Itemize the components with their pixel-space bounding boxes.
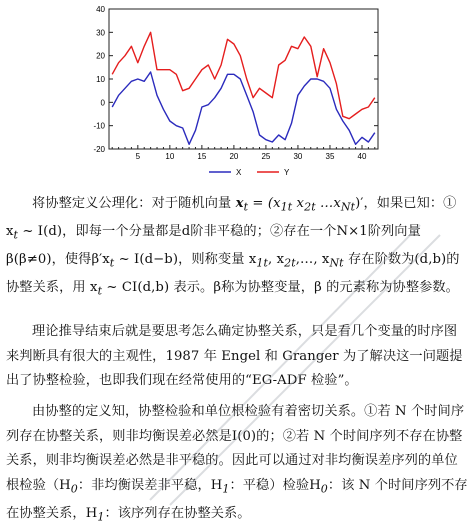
sub-1t: 1t bbox=[256, 256, 268, 270]
x-tick-label: 20 bbox=[229, 152, 239, 161]
p2-text: 理论推导结束后就是要思考怎么确定协整关系，只是看几个变量的时序图来判断具有很大的主观性，1987 年 Engel 和 Granger 为了解决这一问题提出了协整检验，也即我们现在经常使用的“EG-ADF 检验”。 bbox=[6, 324, 463, 388]
p3-text-e: ：该序列存在协整关系。 bbox=[104, 505, 251, 521]
p3-text-a: 由协整的定义知，协整检验和单位根检验有着密切关系。①若 N 个时间序列存在协整关系，则非均衡误差必然是I(0)的；②若 N 个时间序列不存在协整关系，则非均衡误差必然是非平稳的。因此可以通过对非均衡误差序列的单位根检验（H bbox=[6, 404, 465, 493]
sub-nt: Nt bbox=[329, 256, 344, 270]
y-tick-label: 0 bbox=[100, 98, 105, 108]
x-tick-label: 5 bbox=[135, 152, 141, 161]
y-tick-label: 40 bbox=[96, 5, 105, 14]
plot-area bbox=[109, 9, 378, 149]
p1-text-c: )′，如果已知：① x bbox=[6, 196, 457, 240]
y-tick-label: 30 bbox=[96, 28, 105, 38]
x-tick-label: 30 bbox=[293, 152, 303, 161]
y-tick-label: 10 bbox=[96, 75, 105, 84]
paragraph-unit-root-relation bbox=[6, 400, 468, 530]
ellipsis-x: ,…, x bbox=[295, 252, 330, 268]
paragraph-cointegration-definition bbox=[6, 192, 468, 305]
legend bbox=[209, 168, 290, 177]
sub-0: 0 bbox=[70, 482, 78, 496]
y-tick-label: -20 bbox=[93, 145, 105, 154]
p3-text-c: ：平稳）检验H bbox=[229, 477, 321, 493]
y-tick-label: 20 bbox=[96, 51, 105, 61]
comma: , x bbox=[268, 252, 285, 268]
sub-t: t bbox=[13, 228, 19, 242]
vector-x: $x_t$ bbox=[235, 196, 249, 214]
line-chart bbox=[0, 0, 474, 190]
p1-text-a: 将协整定义公理化：对于随机向量 bbox=[32, 196, 236, 211]
sub-0: 0 bbox=[320, 482, 328, 496]
legend-label-y: Y bbox=[284, 168, 290, 177]
legend-label-x: X bbox=[236, 168, 242, 177]
sub-t: t bbox=[97, 285, 103, 299]
p1-text-f: 存在阶数为(d,b)的协整关系，用 x bbox=[6, 252, 460, 296]
vector-components: = ($x_{1t}$ $x_{2t}$ $\dots x_{Nt}$ bbox=[248, 196, 356, 214]
x-tick-label: 10 bbox=[165, 152, 175, 161]
p1-text-d: ~ I(d)，即每一个分量都是d阶非平稳的；②存在一个N×1阶列向量β(β≠0)，使得β′x bbox=[6, 224, 421, 268]
x-tick-label: 15 bbox=[197, 152, 207, 161]
p3-text-b: ：非均衡误差非平稳，H bbox=[77, 477, 223, 493]
sub-1: 1 bbox=[222, 482, 230, 496]
x-tick-label: 35 bbox=[325, 152, 335, 161]
x-tick-label: 25 bbox=[261, 152, 271, 161]
sub-t: t bbox=[109, 256, 115, 270]
p1-text-e: ~ I(d−b)，则称变量 x bbox=[114, 252, 257, 268]
p1-text-g: ~ CI(d,b) 表示。β称为协整变量，β 的元素称为协整参数。 bbox=[102, 280, 459, 296]
y-tick-label: -10 bbox=[93, 121, 105, 131]
sub-2t: 2t bbox=[284, 256, 296, 270]
plot-frame bbox=[109, 9, 378, 149]
paragraph-eg-adf-intro bbox=[6, 320, 468, 394]
p3-text-d: ：该 N 个时间序列不存在协整关系，H bbox=[6, 477, 468, 521]
x-tick-label: 40 bbox=[357, 152, 367, 161]
sub-1: 1 bbox=[97, 510, 105, 524]
